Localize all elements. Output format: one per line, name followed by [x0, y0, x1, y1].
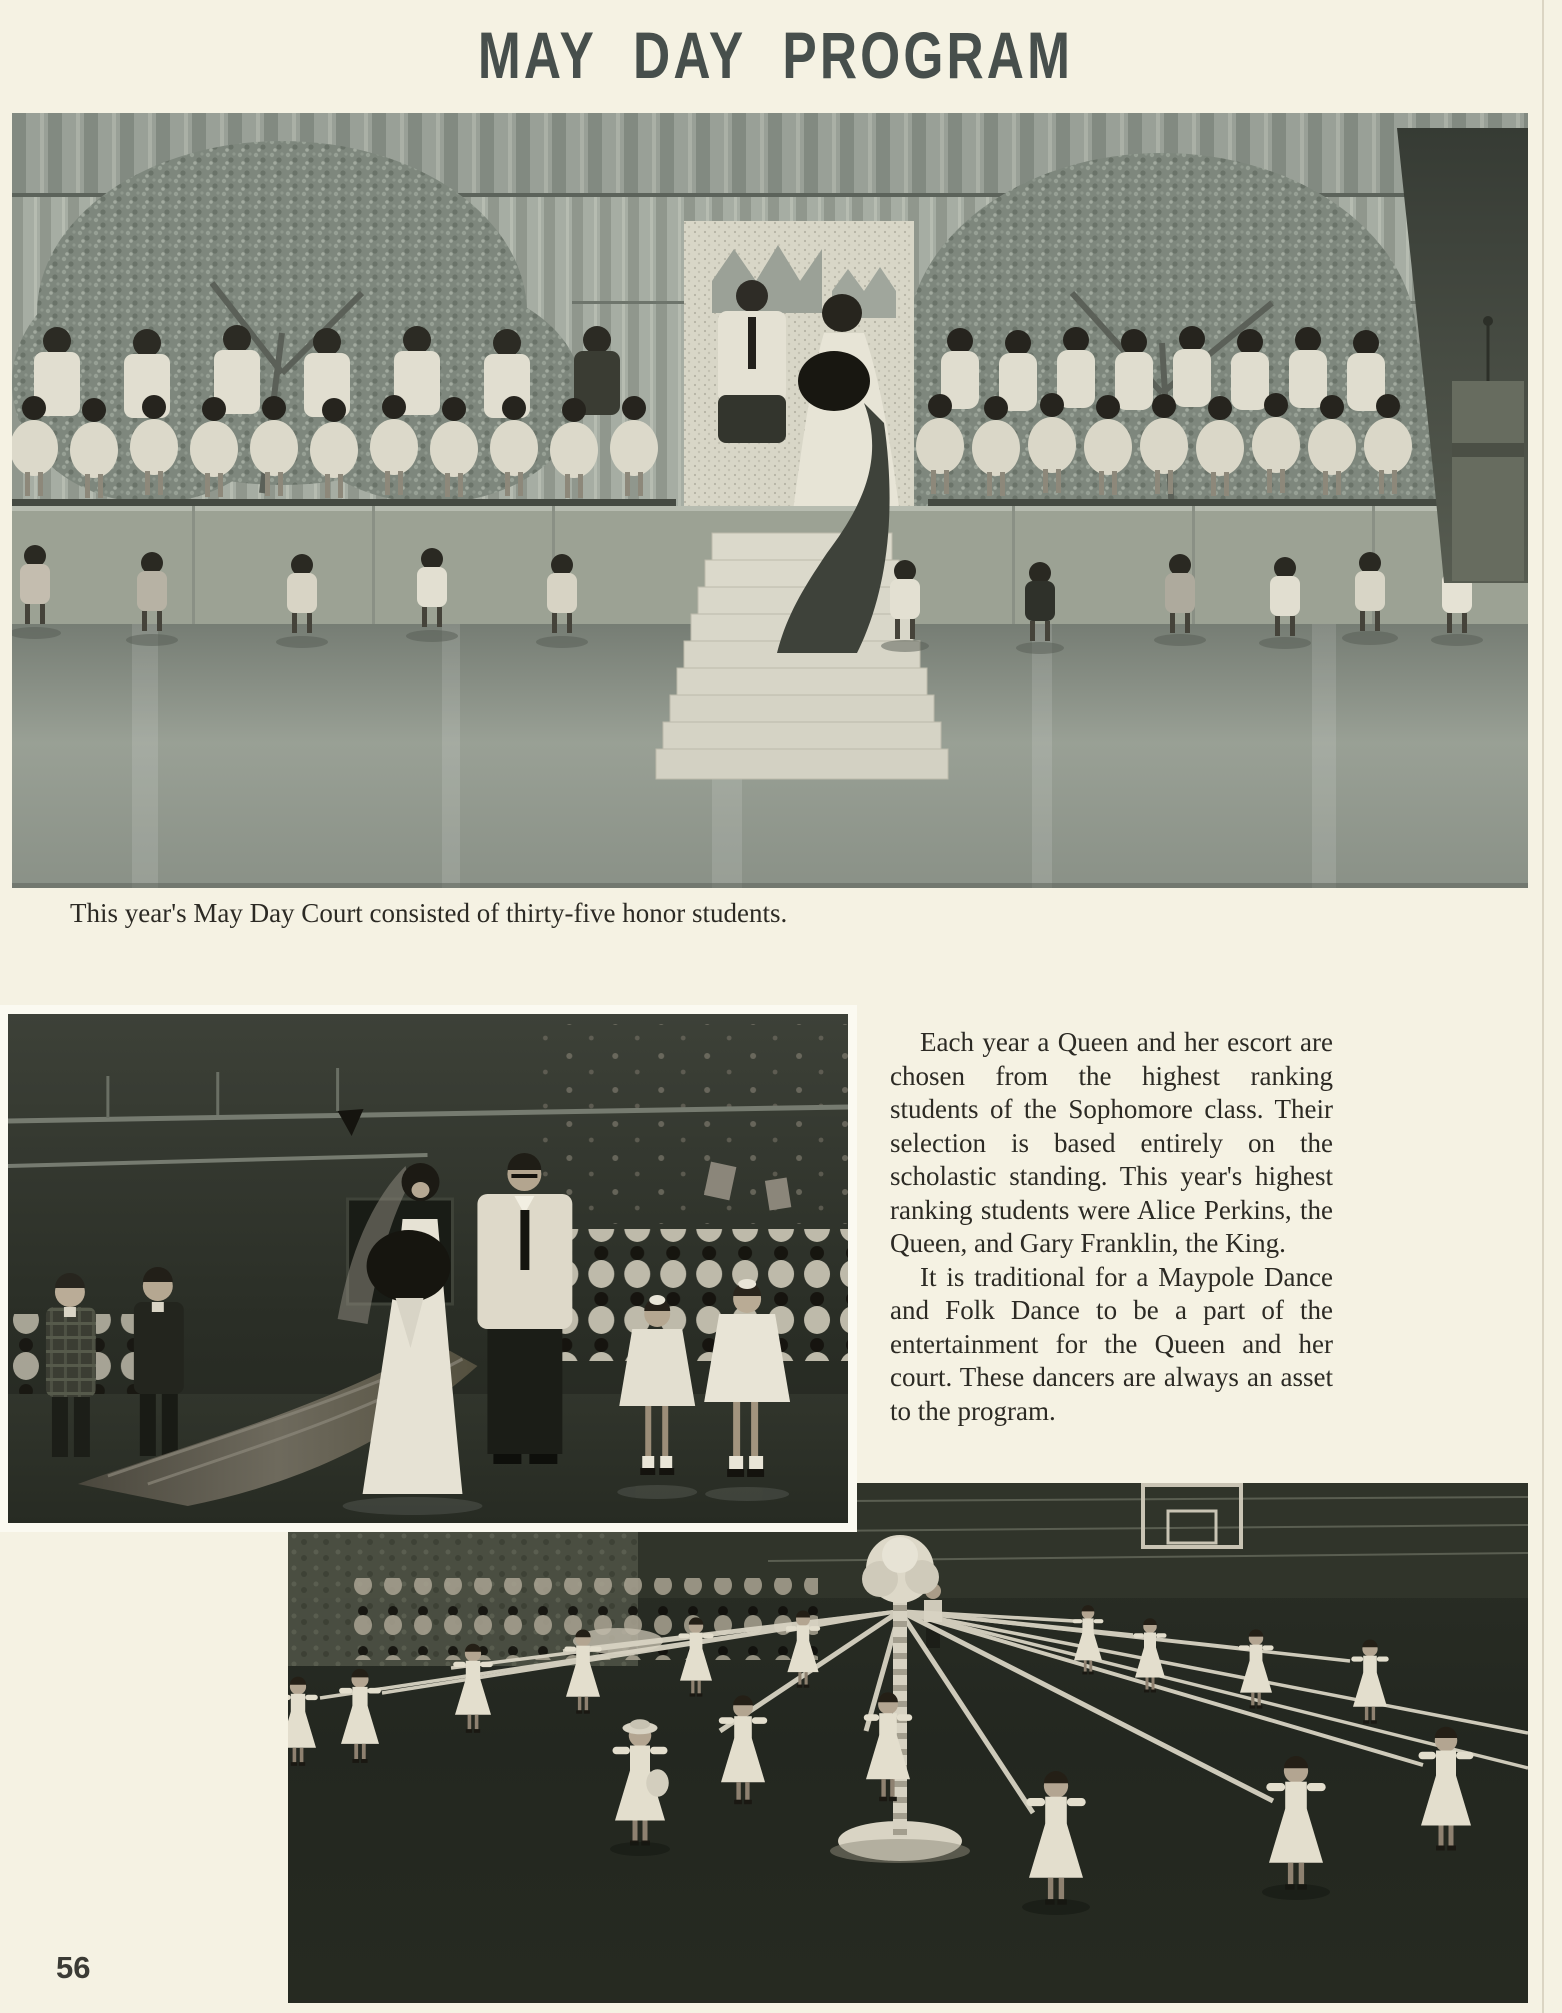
audience-right — [527, 1229, 848, 1361]
podium — [1452, 381, 1524, 581]
court-photo-caption: This year's May Day Court consisted of thirty-five honor students. — [70, 898, 788, 928]
article-text — [890, 1026, 1333, 1428]
scan-crease-line — [1542, 0, 1544, 2013]
maypole-photo — [288, 1483, 1528, 2003]
procession-photo — [8, 1014, 848, 1523]
article-paragraph: Each year a Queen and her escort are chosen from the highest ranking students of the Sophomore class. Their selection is based entirely on the scholastic standing. This year's highest ranking students were Alice Perkins, the Queen, and Gary Franklin, the King. — [890, 1027, 1333, 1258]
bouquet — [367, 1230, 451, 1302]
page-number: 56 — [56, 1950, 91, 1985]
court-photo — [12, 113, 1528, 888]
bleacher-shadow — [537, 1024, 848, 1224]
escort-figure — [477, 1153, 572, 1464]
article-paragraph: It is traditional for a Maypole Dance and Folk Dance to be a part of the entertainment for the Queen and her court. These dancers are always an asset to the program. — [890, 1261, 1333, 1426]
flower-basket — [646, 1769, 669, 1797]
page-title: MAY DAY PROGRAM — [478, 18, 1074, 92]
